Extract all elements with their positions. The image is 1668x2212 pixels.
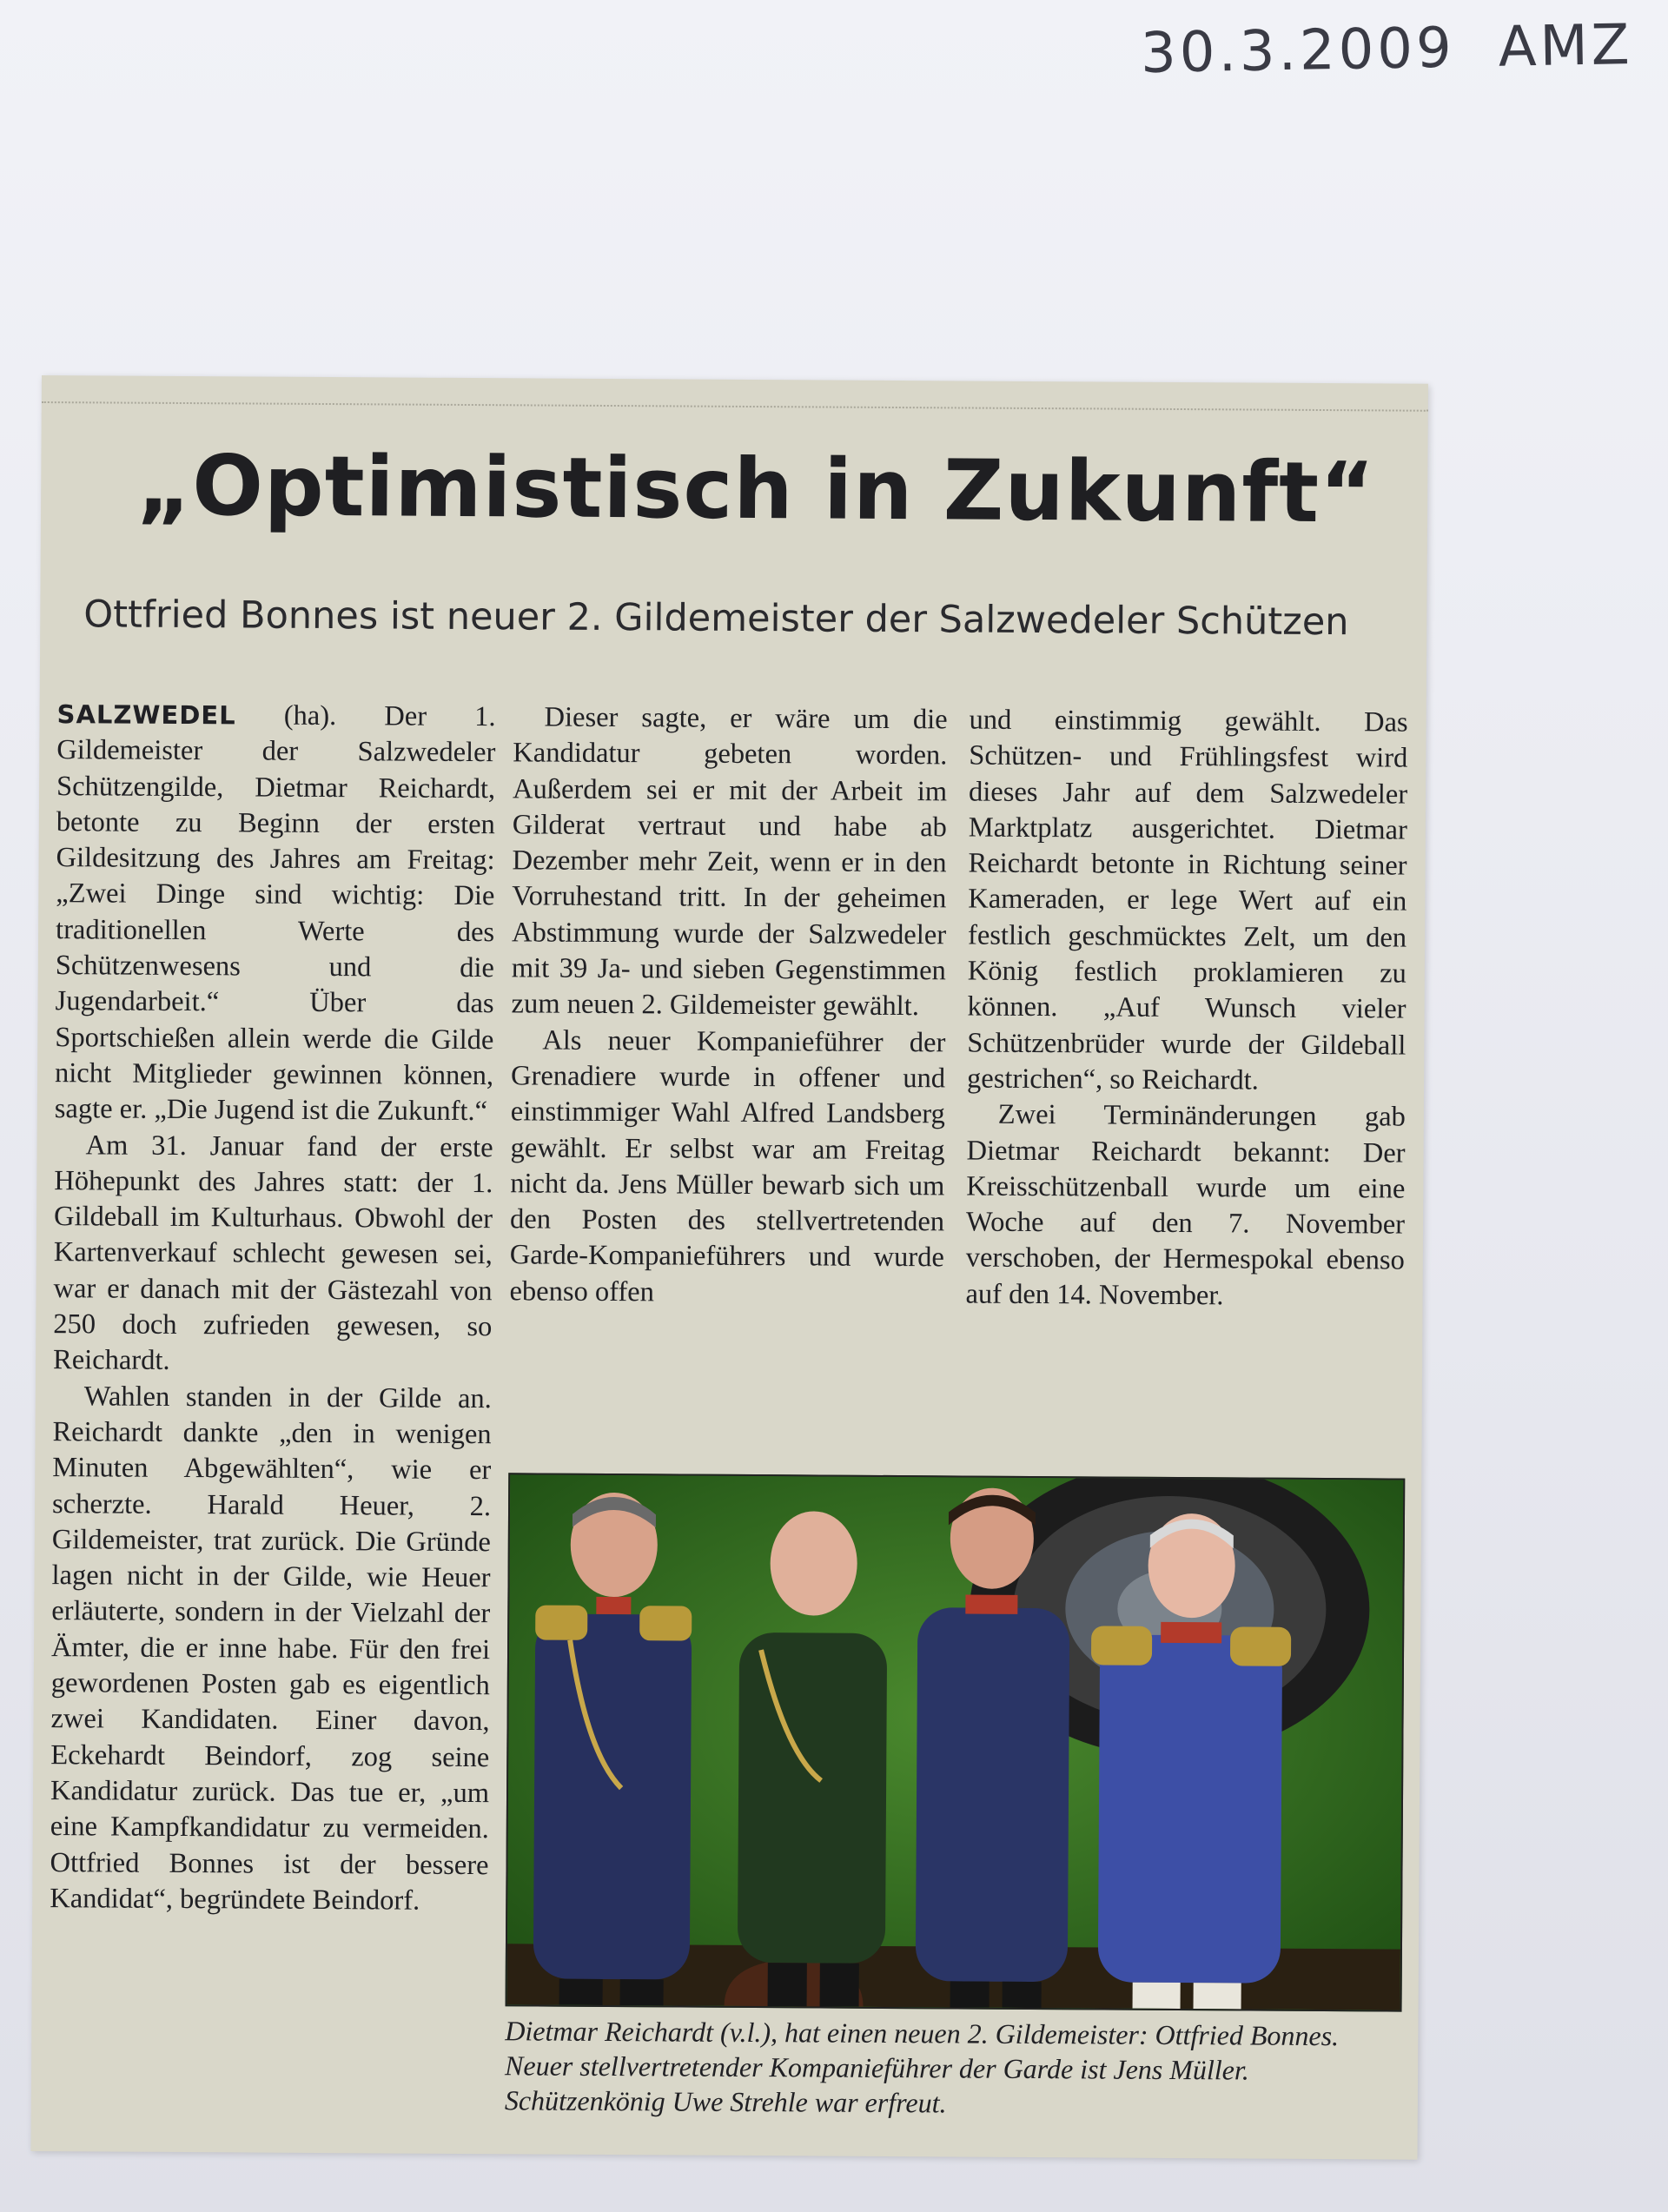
paragraph: Als neuer Kompanieführer der Grenadiere wurde in offener und einstimmiger Wahl Alfred Landsberg gewählt. Er selbst war am Freitag nicht da. Jens Müller bewarb sich um den Posten des stellvertretenden Garde-Kompanieführers und wurde ebenso offen: [509, 1024, 946, 1308]
paragraph: und einstimmig gewählt. Das Schützen- und Frühlingsfest wird dieses Jahr auf dem Salzwedeler Marktplatz ausgerichtet. Dietmar Reichardt betonte in Richtung seiner Kameraden, er lege Wert auf ein festlich geschmücktes Zelt, um den König festlich proklamieren zu können. „Auf Wunsch vieler Schützenbrüder wurde der Gildeball gestrichen“, so Reichardt.: [966, 704, 1408, 1096]
photo-illustration: [507, 1474, 1404, 2010]
handwritten-source: AMZ: [1498, 13, 1634, 80]
newspaper-clipping: [31, 375, 1428, 2160]
paragraph-text: (ha). Der 1. Gildemeister der Salzwedeler Schützengilde, Dietmar Reichardt, betonte zu Beginn der ersten Gildesitzung des Jahres am Freitag: „Zwei Dinge sind wichtig: Die traditionellen Werte des Schützenwesens und die Jugendarbeit.“ Über das Sportschießen allein werde die Gilde nicht Mitglieder gewinnen können, sagte er. „Die Jugend ist die Zukunft.“: [54, 699, 496, 1128]
paragraph: Wahlen standen in der Gilde an. Reichardt dankte „den in wenigen Minuten Abgewählten“, wie er scherzte. Harald Heuer, 2. Gildemeister, trat zurück. Die Gründe lagen nicht in der Gilde, wie Heuer erläuterte, sondern in der Vielzahl der Ämter, die er inne habe. Für den frei gewordenen Posten gab es eigentlich zwei Kandidaten. Einer davon, Eckehardt Beindorf, zog seine Kandidatur zurück. Das tue er, „um eine Kampfkandidatur zu vermeiden. Ottfried Bonnes ist der bessere Kandidat“, begründete Beindorf.: [50, 1380, 492, 1917]
article-subheadline: Ottfried Bonnes ist neuer 2. Gildemeister der Salzwedeler Schützen: [83, 593, 1349, 645]
article-column-3: [965, 703, 1407, 1315]
article-column-1: [50, 697, 496, 1919]
paragraph: Zwei Terminänderungen gab Dietmar Reichardt bekannt: Der Kreisschützenball wurde um eine Woche auf den 7. November verschoben, der Hermespokal ebenso auf den 14. November.: [965, 1099, 1406, 1312]
paragraph: Am 31. Januar fand der erste Höhepunkt des Jahres statt: der 1. Gildeball im Kulturhaus. Obwohl der Kartenverkauf schlecht gewesen sei, war er danach mit der Gästezahl von 250 doch zufrieden gewesen, so Reichardt.: [52, 1129, 493, 1377]
article-headline: „Optimistisch in Zukunft“: [136, 436, 1376, 542]
paragraph: [55, 697, 496, 1130]
torn-top-edge: [42, 375, 1428, 412]
handwritten-annotation: [1141, 13, 1634, 86]
handwritten-date: 30.3.2009: [1140, 16, 1456, 86]
article-photo: [506, 1473, 1406, 2011]
paragraph: Dieser sagte, er wäre um die Kandidatur gebeten worden. Außerdem sei er mit der Arbeit im Gilderat vertraut und habe ab Dezember mehr Zeit, wenn er in den Vorruhestand tritt. In der geheimen Abstimmung wurde der Salzwedeler mit 39 Ja- und sieben Gegenstimmen zum neuen 2. Gildemeister gewählt.: [511, 701, 948, 1023]
dateline: SALZWEDEL: [56, 699, 236, 731]
article-column-2: [509, 699, 947, 1312]
photo-caption: Dietmar Reichardt (v.l.), hat einen neuen 2. Gildemeister: Ottfried Bonnes. Neuer stellvertretender Kompanieführer der Garde ist Jens Müller. Schützenkönig Uwe Strehle war erfreut.: [504, 2015, 1340, 2119]
